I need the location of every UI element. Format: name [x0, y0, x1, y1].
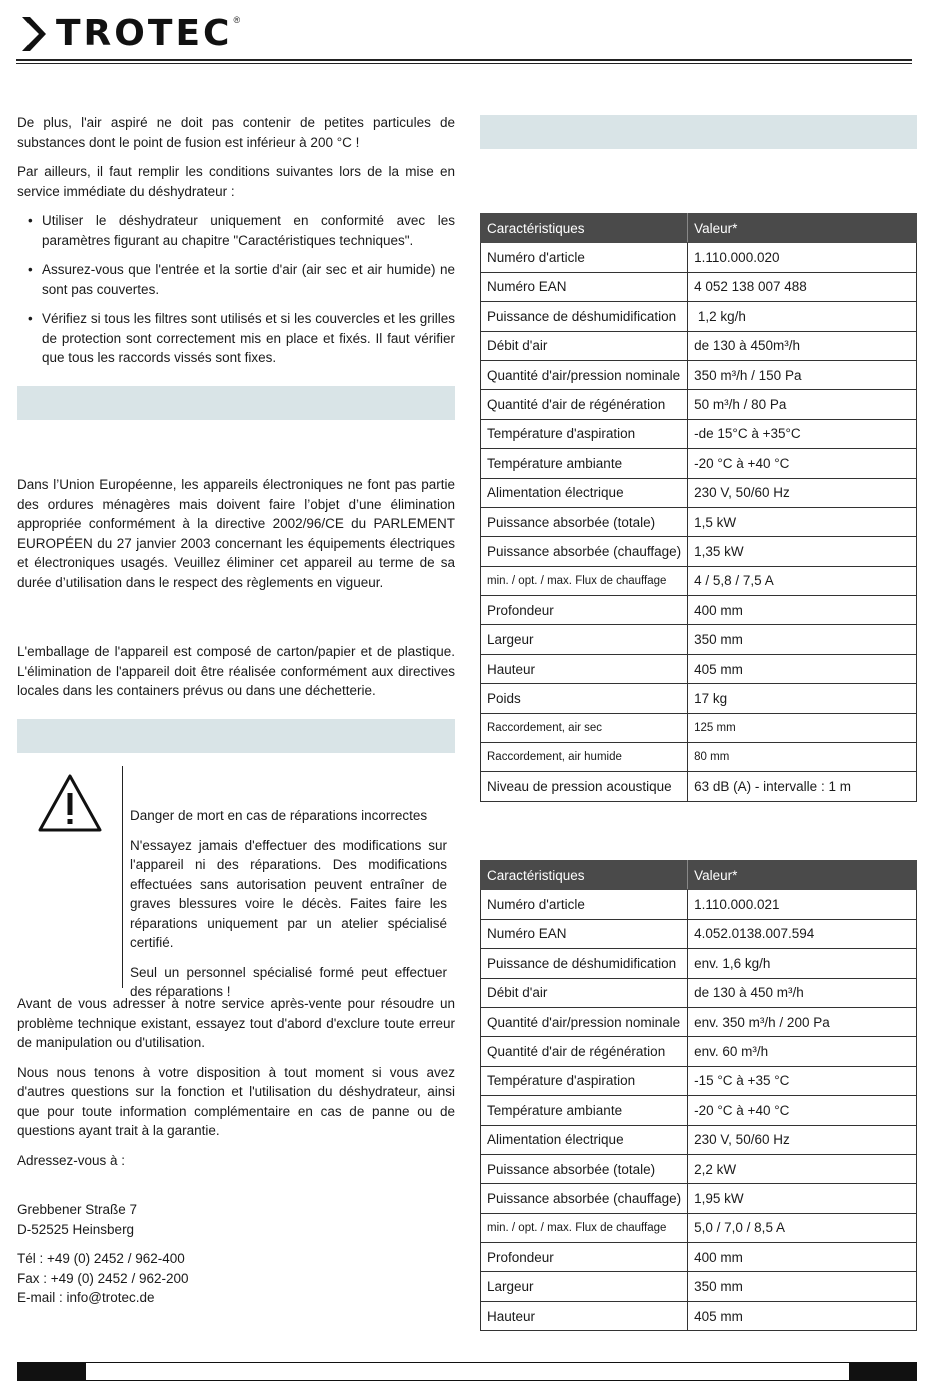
spec-value: 350 mm — [688, 1272, 917, 1301]
table-row — [481, 1272, 917, 1301]
spec-label: Puissance absorbée (chauffage) — [481, 1184, 688, 1213]
spec-label: Quantité d'air de régénération — [481, 390, 688, 419]
spec-value: 80 mm — [688, 743, 917, 772]
spec-label: Hauteur — [481, 654, 688, 683]
table-row — [481, 537, 917, 566]
spec-value: 1.110.000.020 — [688, 243, 917, 272]
table-row — [481, 507, 917, 536]
trotec-mark-icon — [20, 15, 50, 53]
column-header: Valeur* — [688, 214, 917, 243]
spec-label: Largeur — [481, 1272, 688, 1301]
paragraph-eu-disposal: Dans l’Union Européenne, les appareils électroniques ne font pas partie des ordures ménagères mais doivent faire l’objet d’une élimination appropriée conformément à la directive 2002/96/CE du PARLEMENT EUROPÉEN du 27 janvier 2003 concernant les équipements électriques et électroniques usagés. Veuillez éliminer cet appareil au terme de sa durée d’utilisation dans le respect des règlements en vigueur. — [17, 477, 455, 590]
table-row — [481, 478, 917, 507]
spec-value: 17 kg — [688, 684, 917, 713]
spec-value: 2,2 kW — [688, 1154, 917, 1183]
paragraph-service: Avant de vous adresser à notre service après-vente pour résoudre un problème technique existant, essayez tout d'abord d'exclure toute erreur de manipulation ou d'utilisation. — [17, 996, 455, 1050]
spec-value: 230 V, 50/60 Hz — [688, 478, 917, 507]
spec-value: 405 mm — [688, 654, 917, 683]
conditions-section — [17, 113, 455, 378]
table-row — [481, 1243, 917, 1272]
warning-box — [17, 766, 455, 999]
address-city: D-52525 Heinsberg — [17, 1221, 135, 1237]
spec-label: min. / opt. / max. Flux de chauffage — [481, 566, 688, 595]
table-row — [481, 1066, 917, 1095]
spec-value: 50 m³/h / 80 Pa — [688, 390, 917, 419]
column-header: Valeur* — [688, 861, 917, 890]
spec-value: 4.052.0138.007.594 — [688, 919, 917, 948]
spec-label: Température d'aspiration — [481, 419, 688, 448]
spec-value: de 130 à 450 m³/h — [688, 978, 917, 1007]
spec-value: 400 mm — [688, 1243, 917, 1272]
table-row — [481, 713, 917, 742]
table-row — [481, 449, 917, 478]
spec-value: 230 V, 50/60 Hz — [688, 1125, 917, 1154]
spec-value: 1,35 kW — [688, 537, 917, 566]
spec-label: Profondeur — [481, 596, 688, 625]
spec-value: 4 / 5,8 / 7,5 A — [688, 566, 917, 595]
spec-label: Température ambiante — [481, 1096, 688, 1125]
table-row — [481, 978, 917, 1007]
spec-value: 1,95 kW — [688, 1184, 917, 1213]
spec-value: 350 mm — [688, 625, 917, 654]
spec-label: Niveau de pression acoustique — [481, 772, 688, 801]
brand-name: TROTEC — [56, 13, 233, 54]
spec-label: Numéro EAN — [481, 272, 688, 301]
section-heading-bar — [480, 115, 917, 149]
spec-value: env. 60 m³/h — [688, 1037, 917, 1066]
spec-label: Largeur — [481, 625, 688, 654]
paragraph-packaging: L'emballage de l'appareil est composé de carton/papier et de plastique. L'élimination de l'appareil doit être réalisée conformément aux directives locales dans les containers prévus ou dans une déchetterie. — [17, 644, 455, 698]
spec-label: Puissance de déshumidification — [481, 302, 688, 331]
warning-paragraph: N'essayez jamais d'effectuer des modifications sur l'appareil ni des réparations. Des modifications effectuées sans autorisation peuvent entraîner de graves blessures voire le décès. Faites faire les réparations uniquement par un atelier spécialisé certifié. — [130, 837, 447, 950]
warning-paragraph: Seul un personnel spécialisé formé peut effectuer des réparations ! — [130, 964, 447, 999]
spec-value: env. 350 m³/h / 200 Pa — [688, 1007, 917, 1036]
spec-value: 4 052 138 007 488 — [688, 272, 917, 301]
warning-triangle-icon — [37, 773, 103, 833]
list-item: • Vérifiez si tous les filtres sont utilisés et si les couvercles et les grilles de protection sont correctement mis en place et fixés. Il faut vérifier que tous les raccords vissés sont fixes. — [17, 309, 455, 368]
paragraph-address-intro: Adressez-vous à : — [17, 1152, 126, 1168]
table-row — [481, 360, 917, 389]
table-row — [481, 772, 917, 801]
table-header-row — [481, 214, 917, 243]
column-header: Caractéristiques — [481, 214, 688, 243]
conditions-list — [17, 211, 455, 368]
spec-value: 1,5 kW — [688, 507, 917, 536]
paragraph-particles: De plus, l'air aspiré ne doit pas contenir de petites particules de substances dont le point de fusion est inférieur à 200 °C ! — [17, 115, 455, 150]
spec-label: Quantité d'air/pression nominale — [481, 360, 688, 389]
spec-value: 400 mm — [688, 596, 917, 625]
spec-value: -20 °C à +40 °C — [688, 1096, 917, 1125]
spec-value: -15 °C à +35 °C — [688, 1066, 917, 1095]
column-header: Caractéristiques — [481, 861, 688, 890]
spec-value: 1,2 kg/h — [688, 302, 917, 331]
spec-label: Température ambiante — [481, 449, 688, 478]
spec-label: Hauteur — [481, 1301, 688, 1330]
spec-label: Quantité d'air/pression nominale — [481, 1007, 688, 1036]
list-item: • Assurez-vous que l'entrée et la sortie d'air (air sec et air humide) ne sont pas couvertes. — [17, 260, 455, 299]
table-row — [481, 272, 917, 301]
section-heading-bar — [17, 386, 455, 420]
spec-value: 350 m³/h / 150 Pa — [688, 360, 917, 389]
spec-table-2 — [480, 860, 917, 1331]
table-row — [481, 919, 917, 948]
address-block — [17, 1200, 455, 1308]
spec-value: de 130 à 450m³/h — [688, 331, 917, 360]
table-row — [481, 1301, 917, 1330]
spec-label: Profondeur — [481, 1243, 688, 1272]
footer-block-right — [849, 1362, 917, 1381]
spec-label: Raccordement, air humide — [481, 743, 688, 772]
spec-table-1 — [480, 213, 917, 802]
spec-label: Quantité d'air de régénération — [481, 1037, 688, 1066]
service-section — [17, 994, 455, 1180]
warning-title: Danger de mort en cas de réparations incorrectes — [130, 808, 428, 823]
spec-label: Puissance de déshumidification — [481, 949, 688, 978]
spec-label: min. / opt. / max. Flux de chauffage — [481, 1213, 688, 1242]
warning-text — [130, 806, 447, 1012]
spec-label: Poids — [481, 684, 688, 713]
table-row — [481, 949, 917, 978]
table-row — [481, 331, 917, 360]
spec-value: 5,0 / 7,0 / 8,5 A — [688, 1213, 917, 1242]
table-row — [481, 1007, 917, 1036]
table-row — [481, 684, 917, 713]
footer-block-left — [17, 1362, 86, 1381]
footer-bar — [17, 1362, 917, 1381]
spec-label: Débit d'air — [481, 331, 688, 360]
spec-value: 1.110.000.021 — [688, 890, 917, 919]
spec-value: -20 °C à +40 °C — [688, 449, 917, 478]
list-item: • Utiliser le déshydrateur uniquement en conformité avec les paramètres figurant au chapitre "Caractéristiques techniques". — [17, 211, 455, 250]
table-row — [481, 1037, 917, 1066]
table-row — [481, 654, 917, 683]
table-row — [481, 302, 917, 331]
table-row — [481, 243, 917, 272]
table-row — [481, 419, 917, 448]
table-row — [481, 596, 917, 625]
address-email[interactable]: E-mail : info@trotec.de — [17, 1290, 155, 1305]
table-row — [481, 566, 917, 595]
spec-label: Alimentation électrique — [481, 478, 688, 507]
spec-label: Alimentation électrique — [481, 1125, 688, 1154]
disposal-section — [17, 475, 455, 602]
table-row — [481, 390, 917, 419]
spec-label: Débit d'air — [481, 978, 688, 1007]
paragraph-contact: Nous nous tenons à votre disposition à tout moment si vous avez d'autres questions sur la fonction et l'utilisation du déshydrateur, ainsi que pour toute information complémentaire en cas de panne ou de questions ayant trait à la garantie. — [17, 1064, 455, 1138]
spec-value: 405 mm — [688, 1301, 917, 1330]
table-row — [481, 890, 917, 919]
spec-label: Numéro d'article — [481, 890, 688, 919]
spec-label: Numéro EAN — [481, 919, 688, 948]
spec-label: Puissance absorbée (totale) — [481, 507, 688, 536]
spec-value: -de 15°C à +35°C — [688, 419, 917, 448]
spec-label: Puissance absorbée (chauffage) — [481, 537, 688, 566]
spec-value: env. 1,6 kg/h — [688, 949, 917, 978]
address-fax: Fax : +49 (0) 2452 / 962-200 — [17, 1270, 189, 1286]
brand-logo — [20, 14, 240, 54]
brand-registered-mark: ® — [233, 15, 241, 25]
header-rule — [16, 59, 912, 61]
spec-label: Puissance absorbée (totale) — [481, 1154, 688, 1183]
table-row — [481, 1154, 917, 1183]
table-row — [481, 1125, 917, 1154]
spec-value: 63 dB (A) - intervalle : 1 m — [688, 772, 917, 801]
spec-label: Raccordement, air sec — [481, 713, 688, 742]
header-rule-thin — [16, 63, 912, 64]
section-heading-bar — [17, 719, 455, 753]
table-row — [481, 625, 917, 654]
spec-label: Température d'aspiration — [481, 1066, 688, 1095]
spec-label: Numéro d'article — [481, 243, 688, 272]
address-street: Grebbener Straße 7 — [17, 1202, 138, 1217]
table-row — [481, 1184, 917, 1213]
warning-divider — [122, 766, 123, 988]
table-row — [481, 743, 917, 772]
paragraph-conditions: Par ailleurs, il faut remplir les conditions suivantes lors de la mise en service immédiate du déshydrateur : — [17, 164, 455, 199]
spec-value: 125 mm — [688, 713, 917, 742]
table-row — [481, 1096, 917, 1125]
table-header-row — [481, 861, 917, 890]
packaging-section — [17, 642, 455, 711]
table-row — [481, 1213, 917, 1242]
address-tel: Tél : +49 (0) 2452 / 962-400 — [17, 1251, 185, 1266]
